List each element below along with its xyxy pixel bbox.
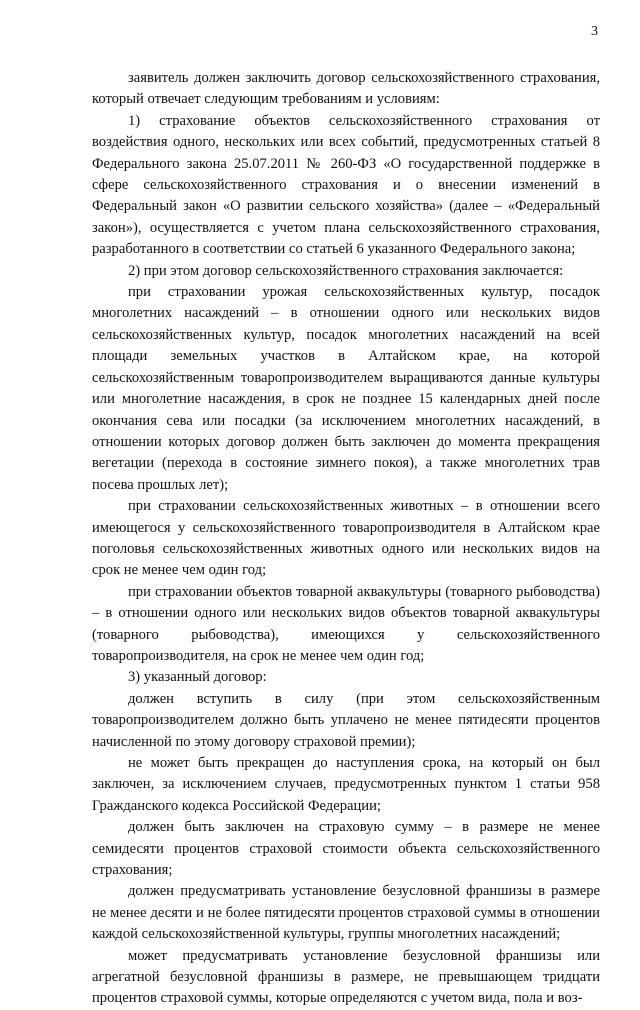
paragraph-aggregate-deductible: может предусматривать установление безусловной франшизы или агрегатной безусловной франшизы в размере, не превышающем тридцати процентов страховой суммы, которые определяются с учетом вида, пола и воз- bbox=[92, 947, 600, 1007]
paragraph-aquaculture-insurance: при страховании объектов товарной аквакультуры (товарного рыбоводства) – в отношении одного или нескольких видов объектов товарной аквакультуры (товарного рыбоводства), имеющихся у сельскохозяйственного товаропроизводителя, на срок не менее чем один год; bbox=[92, 583, 600, 664]
paragraph-item-3-contract: 3) указанный договор: bbox=[128, 669, 267, 686]
paragraph-enter-into-force: должен вступить в силу (при этом сельскохозяйственным товаропроизводителем должно быть уплачено не менее пятидесяти процентов начисленной по этому договору страховой премии); bbox=[92, 690, 600, 750]
paragraph-unconditional-deductible: должен предусматривать установление безусловной франшизы в размере не менее десяти и не более пятидесяти процентов страховой суммы в отношении каждой сельскохозяйственной культуры, группы многолетних насаждений; bbox=[92, 883, 600, 943]
paragraph-crops-insurance: при страховании урожая сельскохозяйственных культур, посадок многолетних насаждений – в отношении одного или нескольких видов сельскохозяйственных культур, посадок многолетних насаждений на всей площади земельных участков в Алтайском крае, на которой сельскохозяйственным товаропроизводителем выращиваются данные культуры или многолетние насаждения, в срок не позднее 15 календарных дней после окончания сева или посадки (за исключением многолетних насаждений, в отношении которых договор должен быть заключен до момента прекращения вегетации (перехода в состояние зимнего покоя), а также многолетних трав посева прошлых лет); bbox=[92, 284, 600, 493]
page-number: 3 bbox=[591, 24, 598, 39]
paragraph-sum-insured: должен быть заключен на страховую сумму – в размере не менее семидесяти процентов страховой стоимости объекта сельскохозяйственного страхования; bbox=[92, 819, 600, 879]
paragraph-animals-insurance: при страховании сельскохозяйственных животных – в отношении всего имеющегося у сельскохозяйственного товаропроизводителя в Алтайском крае поголовья сельскохозяйственных животных одного или нескольких видов на срок не менее чем один год; bbox=[92, 498, 600, 579]
paragraph-applicant-contract: заявитель должен заключить договор сельскохозяйственного страхования, который отвечает следующим требованиям и условиям: bbox=[92, 70, 600, 108]
document-body bbox=[92, 68, 600, 1010]
paragraph-cannot-be-terminated: не может быть прекращен до наступления срока, на который он был заключен, за исключением случаев, предусмотренных пунктом 1 статьи 958 Гражданского кодекса Российской Федерации; bbox=[92, 755, 600, 814]
paragraph-item-1-insurance-events: 1) страхование объектов сельскохозяйственного страхования от воздействия одного, нескольких или всех событий, предусмотренных статьей 8 Федерального закона 25.07.2011 № 260-ФЗ «О государственной поддержке в сфере сельскохозяйственного страхования и о внесении изменений в Федеральный закон «О развитии сельского хозяйства» (далее – «Федеральный закон»), осуществляется с учетом плана сельскохозяйственного страхования, разработанного в соответствии со статьей 6 указанного Федерального закона; bbox=[92, 112, 600, 258]
paragraph-item-2-contract-concluded: 2) при этом договор сельскохозяйственного страхования заключается: bbox=[128, 262, 564, 279]
